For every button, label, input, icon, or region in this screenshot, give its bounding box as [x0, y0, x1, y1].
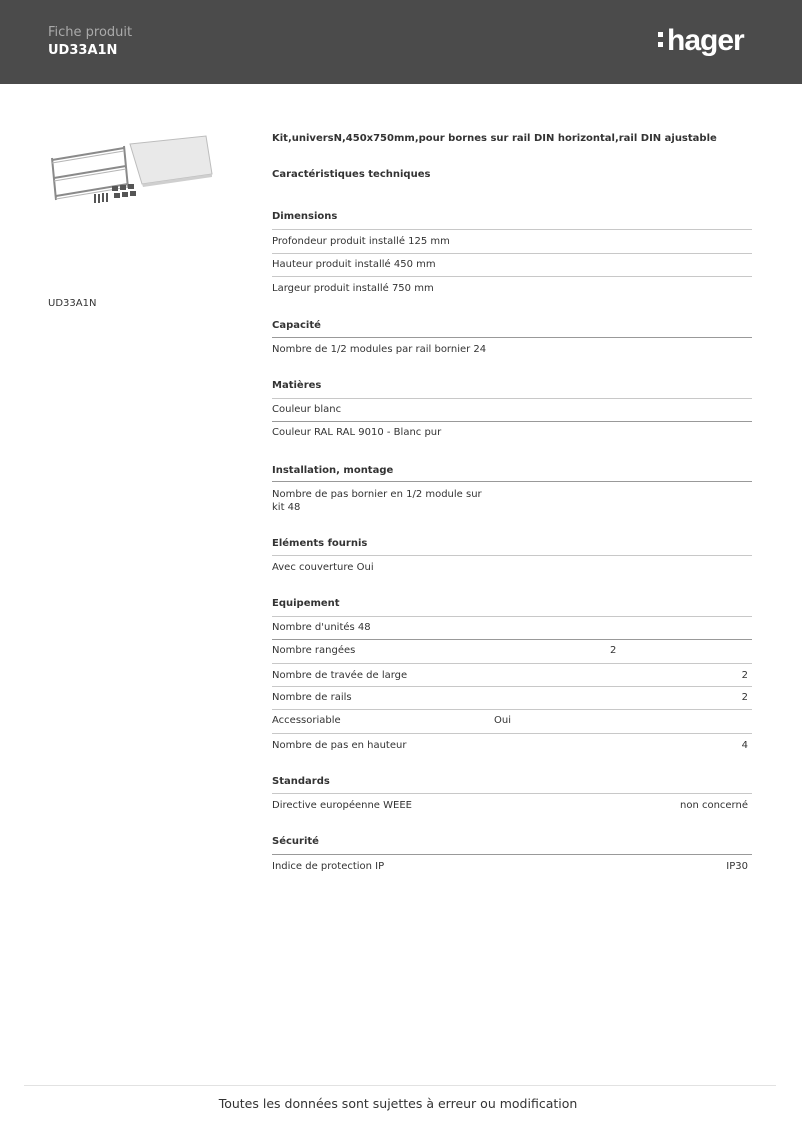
clips	[94, 184, 136, 203]
din-rails	[52, 146, 128, 200]
section-title-securite: Sécurité	[272, 836, 319, 847]
spec-row: Profondeur produit installé 125 mm	[272, 236, 450, 247]
tech-characteristics-title: Caractéristiques techniques	[272, 169, 431, 180]
section-title-installation: Installation, montage	[272, 465, 394, 476]
spec-row-value: 2	[610, 645, 617, 656]
product-image	[46, 134, 216, 214]
logo-text: hager	[667, 24, 744, 57]
spec-row-label: Nombre de pas en hauteur	[272, 740, 407, 751]
spec-row-label: Accessoriable	[272, 715, 341, 726]
spec-row-label: Nombre de travée de large	[272, 670, 408, 681]
section-title-equipement: Equipement	[272, 598, 340, 609]
header-kicker: Fiche produit	[48, 25, 133, 40]
side-product-code: UD33A1N	[48, 298, 97, 309]
section-title-matieres: Matières	[272, 380, 322, 391]
spec-row: Couleur blanc	[272, 404, 342, 415]
logo-colon-icon	[658, 32, 665, 50]
section-title-dimensions: Dimensions	[272, 211, 338, 222]
spec-row: Nombre d'unités 48	[272, 622, 371, 633]
spec-row: Avec couverture Oui	[272, 562, 374, 573]
footer-disclaimer: Toutes les données sont sujettes à erreur ou modification	[218, 1096, 578, 1111]
page-header	[0, 0, 802, 84]
spec-row: Largeur produit installé 750 mm	[272, 283, 434, 294]
spec-row-value: 4	[741, 740, 748, 751]
spec-row-value: Oui	[494, 715, 511, 726]
spec-row-label: Nombre de rails	[272, 692, 352, 703]
section-title-capacite: Capacité	[272, 320, 321, 331]
spec-row-label: Nombre rangées	[272, 645, 356, 656]
spec-row: Couleur RAL RAL 9010 - Blanc pur	[272, 427, 442, 438]
section-title-standards: Standards	[272, 776, 330, 787]
spec-row-value: 2	[741, 670, 748, 681]
spec-row-label: Indice de protection IP	[272, 861, 385, 872]
product-description: Kit,universN,450x750mm,pour bornes sur rail DIN horizontal,rail DIN ajustable	[272, 133, 717, 144]
hager-logo	[658, 23, 744, 59]
spec-row-value: IP30	[726, 861, 748, 872]
spec-row-value: non concerné	[679, 800, 748, 811]
header-product-code: UD33A1N	[48, 43, 118, 58]
spec-row: Nombre de pas bornier en 1/2 module sur kit 48	[272, 489, 482, 513]
spec-row-value: 2	[741, 692, 748, 703]
spec-row-label: Directive européenne WEEE	[272, 800, 412, 811]
section-title-elements: Eléments fournis	[272, 538, 368, 549]
footer-divider	[24, 1085, 776, 1086]
spec-row: Nombre de 1/2 modules par rail bornier 24	[272, 344, 487, 355]
spec-row: Hauteur produit installé 450 mm	[272, 259, 436, 270]
